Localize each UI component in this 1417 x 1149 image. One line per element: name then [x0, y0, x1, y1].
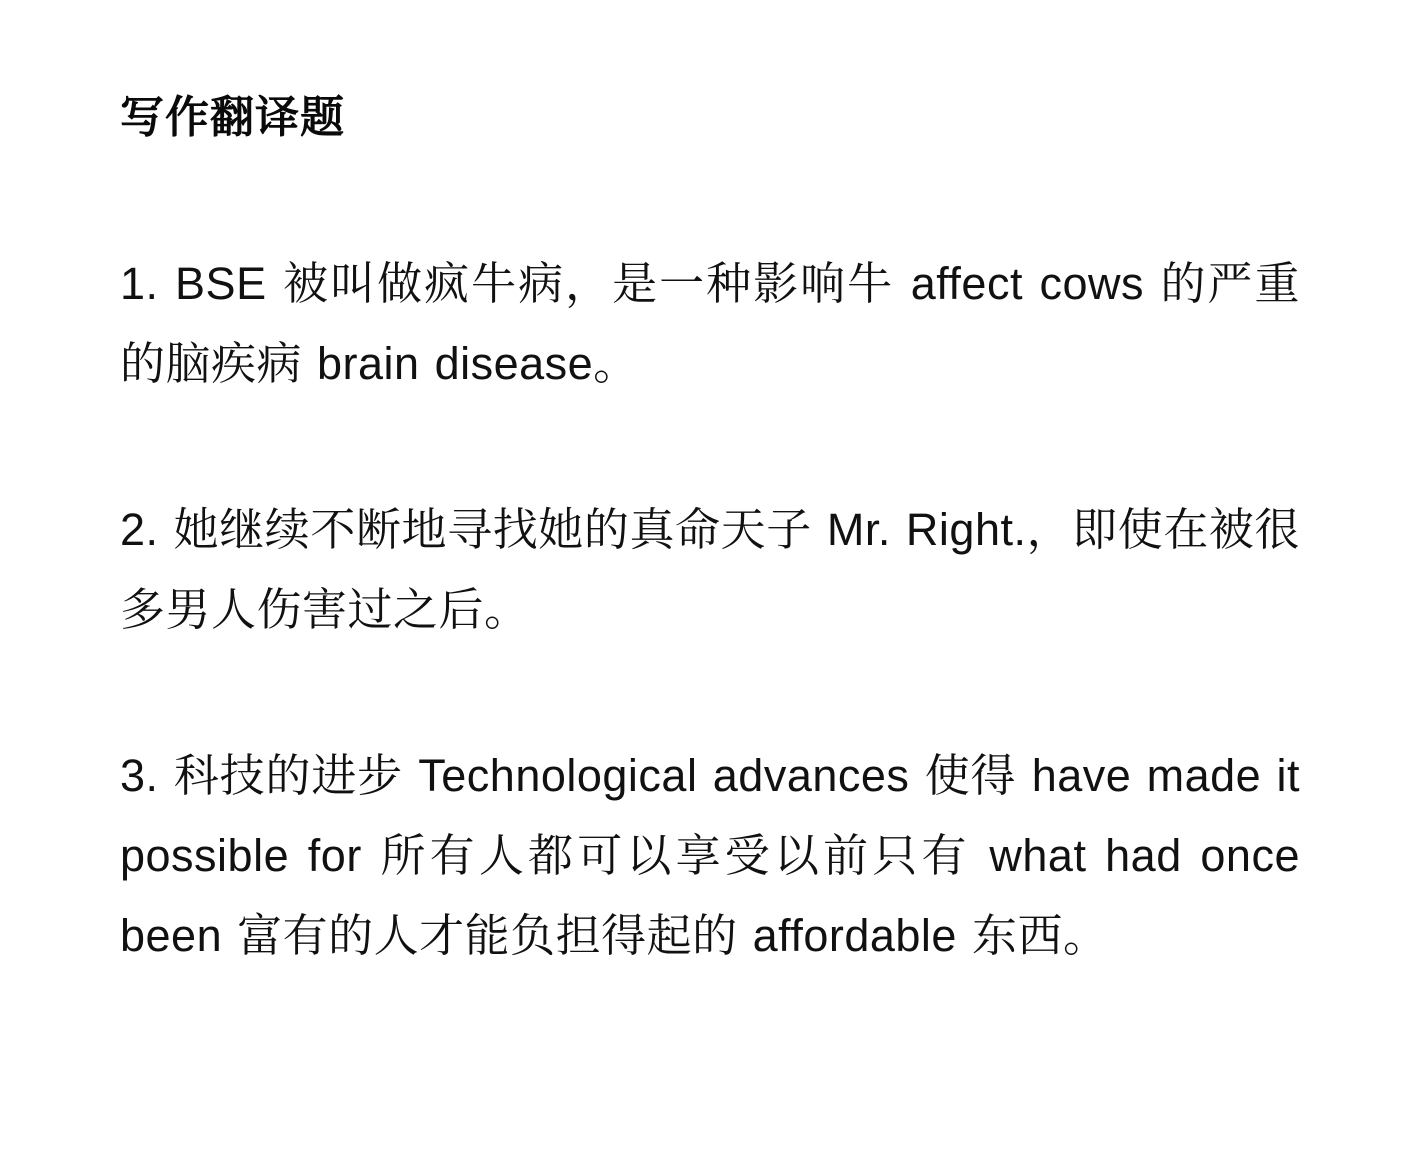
translation-item-2: 2. 她继续不断地寻找她的真命天子 Mr. Right.，即使在被很多男人伤害过之后。	[120, 504, 1300, 635]
translation-item-1: 1. BSE 被叫做疯牛病，是一种影响牛 affect cows 的严重的脑疾病 brain disease。	[120, 258, 1300, 389]
page-title: 写作翻译题	[120, 93, 345, 142]
translation-item-3: 3. 科技的进步 Technological advances 使得 have made it possible for 所有人都可以享受以前只有 what had once been 富有的人才能负担得起的 affordable 东西。	[120, 750, 1300, 961]
